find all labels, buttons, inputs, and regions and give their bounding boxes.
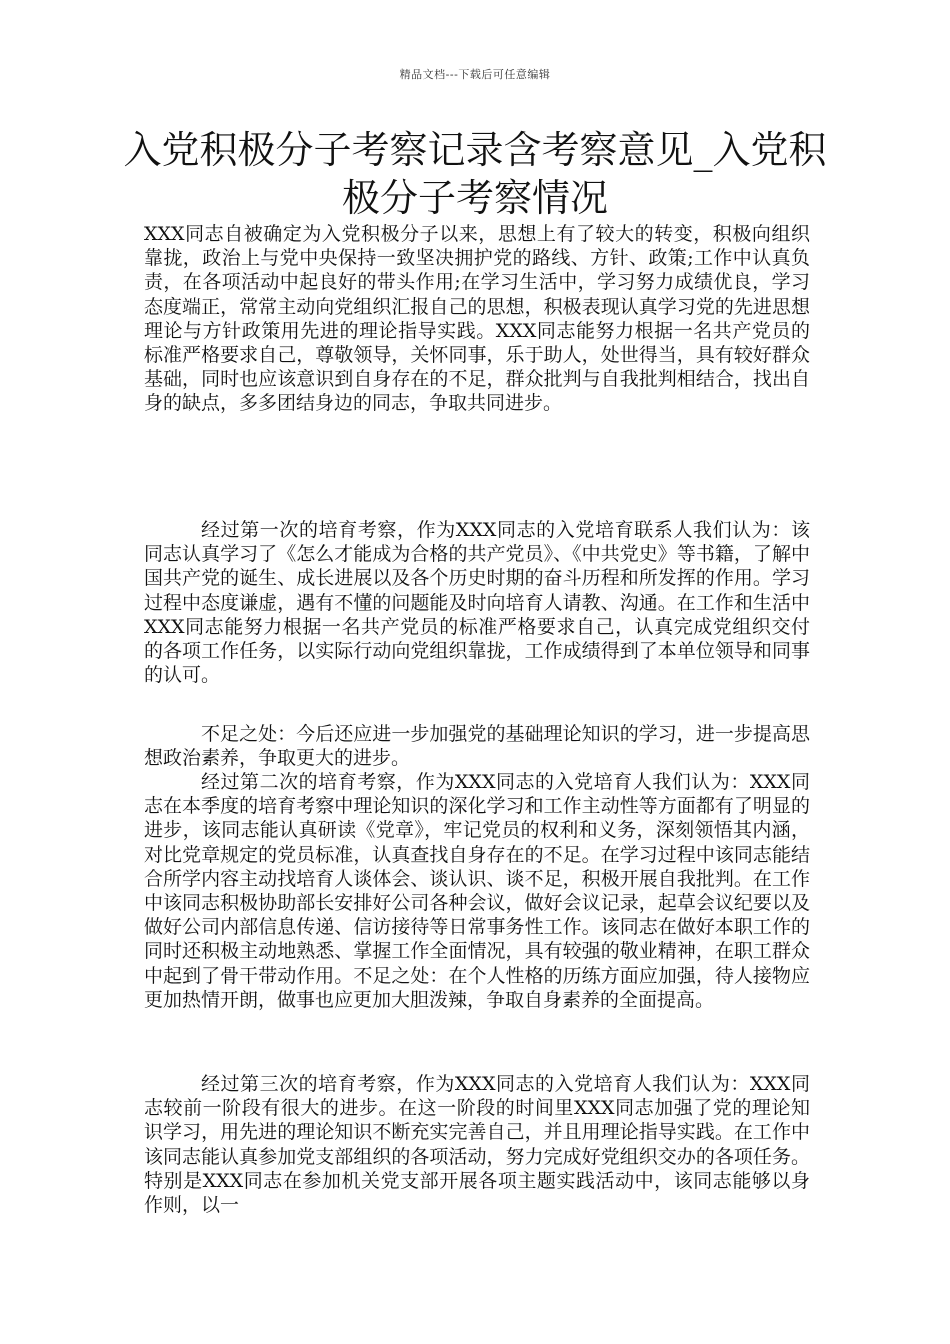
paragraph-intro: XXX同志自被确定为入党积极分子以来，思想上有了较大的转变，积极向组织靠拢，政治上与党中央保持一致坚决拥护党的路线、方针、政策;工作中认真负责，在各项活动中起良好的带头作用;在学习生活中，学习努力成绩优良，学习态度端正，常常主动向党组织汇报自己的思想，积极表现认真学习党的先进思想理论与方针政策用先进的理论指导实践。XXX同志能努力根据一名共产党员的标准严格要求自己，尊敬领导，关怀同事，乐于助人，处世得当，具有较好群众基础，同时也应该意识到自身存在的不足，群众批判与自我批判相结合，找出自身的缺点，多多团结身边的同志，争取共同进步。 [144,223,810,415]
paragraph-first-review: 经过第一次的培育考察，作为XXX同志的入党培育联系人我们认为：该同志认真学习了《怎么才能成为合格的共产党员》、《中共党史》等书籍，了解中国共产党的诞生、成长进展以及各个历史时期的奋斗历程和所发挥的作用。学习过程中态度谦虚，遇有不懂的问题能及时向培育人请教、沟通。在工作和生活中XXX同志能努力根据一名共产党员的标准严格要求自己，认真完成党组织交付的各项工作任务，以实际行动向党组织靠拢，工作成绩得到了本单位领导和同事的认可。 [144,519,810,687]
paragraph-third-review: 经过第三次的培育考察，作为XXX同志的入党培育人我们认为：XXX同志较前一阶段有很大的进步。在这一阶段的时间里XXX同志加强了党的理论知识学习，用先进的理论知识不断充实完善自己，并且用理论指导实践。在工作中该同志能认真参加党支部组织的各项活动，努力完成好党组织交办的各项任务。特别是XXX同志在参加机关党支部开展各项主题实践活动中，该同志能够以身作则，以一 [144,1073,810,1217]
page-title: 入党积极分子考察记录含考察意见_入党积极分子考察情况 [123,128,827,220]
paragraph-second-review: 经过第二次的培育考察，作为XXX同志的入党培育人我们认为：XXX同志在本季度的培育考察中理论知识的深化学习和工作主动性等方面都有了明显的进步，该同志能认真研读《党章》，牢记党员的权利和义务，深刻领悟其内涵，对比党章规定的党员标准，认真查找自身存在的不足。在学习过程中该同志能结合所学内容主动找培育人谈体会、谈认识、谈不足，积极开展自我批判。在工作中该同志积极协助部长安排好公司各种会议，做好会议记录，起草会议纪要以及做好公司内部信息传递、信访接待等日常事务性工作。该同志在做好本职工作的同时还积极主动地熟悉、掌握工作全面情况，具有较强的敬业精神，在职工群众中起到了骨干带动作用。不足之处：在个人性格的历练方面应加强，待人接物应更加热情开朗，做事也应更加大胆泼辣，争取自身素养的全面提高。 [144,771,810,1011]
header-note: 精品文档---下载后可任意编辑 [399,68,551,81]
paragraph-shortcomings: 不足之处：今后还应进一步加强党的基础理论知识的学习，进一步提高思想政治素养，争取更大的进步。 [144,723,810,770]
